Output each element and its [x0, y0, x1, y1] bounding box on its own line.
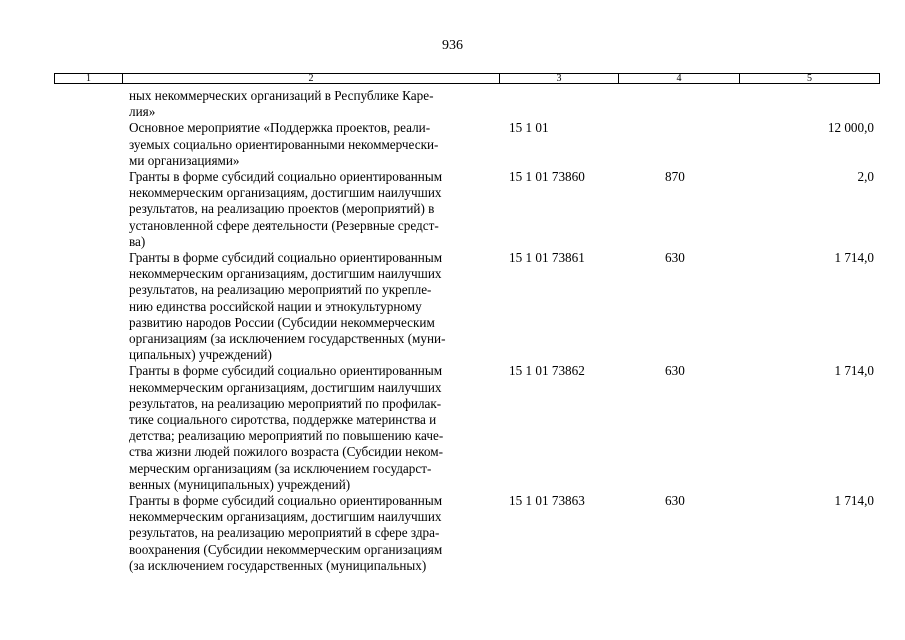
column-number-2: 2 — [123, 74, 500, 83]
row-name: ных некоммерческих организаций в Республике Каре- лия» — [129, 88, 434, 120]
row-code: 15 1 01 73862 — [509, 363, 585, 379]
table-row — [0, 120, 905, 169]
row-sum: 12 000,0 — [827, 120, 874, 136]
row-sum: 1 714,0 — [834, 250, 874, 266]
row-sum: 2,0 — [857, 169, 874, 185]
row-name: Гранты в форме субсидий социально ориентированным некоммерческим организациям, достигшим наилучших результатов, на реализацию мероприятий по укрепле- нию единства российской нации и этнокультурному развитию народов России (Субсидии некоммерческим организациям (за исключением государственных (муни- ципальных) учреждений) — [129, 250, 446, 363]
row-code: 15 1 01 73860 — [509, 169, 585, 185]
row-code: 15 1 01 — [509, 120, 549, 136]
column-number-5: 5 — [807, 73, 812, 84]
table-row — [0, 250, 905, 363]
table-row — [0, 88, 905, 120]
row-expense-type: 630 — [665, 250, 685, 266]
row-expense-type: 630 — [665, 493, 685, 509]
row-name: Гранты в форме субсидий социально ориентированным некоммерческим организациям, достигшим наилучших результатов, на реализацию мероприятий в сфере здра- воохранения (Субсидии некоммерческим организациям (за исключением государственных (муниципальных) — [129, 493, 443, 573]
row-sum: 1 714,0 — [834, 493, 874, 509]
table-row — [0, 363, 905, 493]
column-number-3: 3 — [500, 74, 619, 83]
row-expense-type: 630 — [665, 363, 685, 379]
row-expense-type: 870 — [665, 169, 685, 185]
row-sum: 1 714,0 — [834, 363, 874, 379]
table-row — [0, 169, 905, 250]
row-name: Основное мероприятие «Поддержка проектов, реали- зуемых социально ориентированными некоммерчески- ми организациями» — [129, 120, 439, 168]
column-number-1: 1 — [55, 74, 123, 83]
budget-table-body — [0, 88, 905, 574]
row-name: Гранты в форме субсидий социально ориентированным некоммерческим организациям, достигшим наилучших результатов, на реализацию мероприятий по профилак- тике социального сиротства, поддержке материнства и детства; реализацию мероприятий по повышению каче- ства жизни людей пожилого возраста (Субсидии неком- мерческим организациям (за исключением государст- венных (муниципальных) учреждений) — [129, 363, 444, 492]
row-code: 15 1 01 73863 — [509, 493, 585, 509]
row-code: 15 1 01 73861 — [509, 250, 585, 266]
column-number-4: 4 — [619, 74, 740, 83]
column-number-header — [54, 73, 880, 84]
row-name: Гранты в форме субсидий социально ориентированным некоммерческим организациям, достигшим наилучших результатов, на реализацию проектов (мероприятий) в установленной сфере деятельности (Резервные средст- ва) — [129, 169, 443, 249]
table-row — [0, 493, 905, 574]
page-number: 936 — [442, 38, 463, 53]
